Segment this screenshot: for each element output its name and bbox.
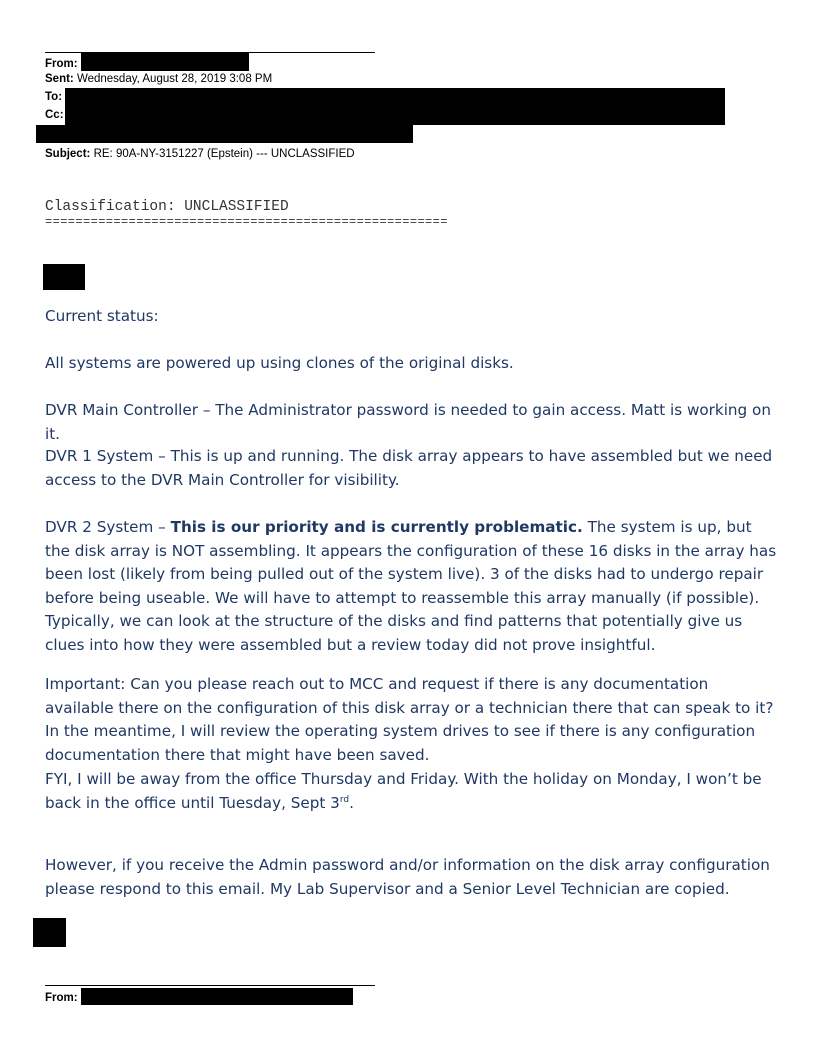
classification-separator: ===================================================== (45, 215, 448, 229)
paragraph-dvr2 (45, 516, 780, 657)
redacted-cc (36, 125, 413, 143)
redacted-salutation (43, 264, 85, 290)
from-label-2: From: (45, 992, 78, 1004)
subject-label: Subject: (45, 148, 91, 160)
header-divider-bottom (45, 985, 375, 986)
fyi-end: . (349, 793, 354, 812)
dvr2-details: The system is up, but the disk array is NOT assembling. It appears the configuration of these 16 disks in the array has been lost (likely from being pulled out of the system live). 3 of the disks had to undergo repair before being useable. We will have to attempt to reassemble this array manually (if possible). Typically, we can look at the structure of the disks and find patterns that potentially give us clues into how they were assembled but a review today did not prove insightful. (45, 518, 777, 654)
subject-line (45, 146, 355, 162)
status-heading: Current status: (45, 307, 159, 325)
redacted-sender (81, 53, 249, 71)
fyi-superscript: rd (339, 794, 350, 805)
paragraph-systems: All systems are powered up using clones of the original disks. (45, 354, 514, 372)
classification-text: Classification: UNCLASSIFIED (45, 199, 289, 215)
subject-value: RE: 90A-NY-3151227 (Epstein) --- UNCLASSIFIED (93, 148, 355, 160)
sent-label: Sent: (45, 73, 74, 85)
paragraph-fyi (45, 768, 780, 815)
redacted-recipients (65, 88, 725, 125)
cc-line (45, 107, 64, 123)
fyi-text: FYI, I will be away from the office Thursday and Friday. With the holiday on Monday, I won’t be back in the office until Tuesday, Sept 3 (45, 770, 762, 812)
sent-line (45, 71, 272, 87)
dvr2-priority-emphasis: This is our priority and is currently problematic. (170, 518, 583, 536)
redacted-sender-2 (81, 988, 353, 1005)
from-label: From: (45, 58, 78, 70)
redacted-signature (33, 918, 66, 947)
paragraph-main-controller: DVR Main Controller – The Administrator password is needed to gain access. Matt is working on it. (45, 401, 771, 443)
from-line (45, 56, 78, 72)
paragraph-however: However, if you receive the Admin password and/or information on the disk array configuration please respond to this email. My Lab Supervisor and a Senior Level Technician are copied. (45, 856, 770, 898)
sent-value: Wednesday, August 28, 2019 3:08 PM (76, 73, 273, 85)
to-line (45, 89, 62, 105)
from-line-2 (45, 990, 78, 1006)
paragraph-dvr1: DVR 1 System – This is up and running. The disk array appears to have assembled but we need access to the DVR Main Controller for visibility. (45, 447, 773, 489)
cc-label: Cc: (45, 109, 64, 121)
paragraph-important: Important: Can you please reach out to MCC and request if there is any documentation available there on the configuration of this disk array or a technician there that can speak to it? In the meantime, I will review the operating system drives to see if there is any configuration documentation there that might have been saved. (45, 675, 774, 764)
to-label: To: (45, 91, 63, 103)
dvr2-lead: DVR 2 System – (45, 518, 171, 536)
